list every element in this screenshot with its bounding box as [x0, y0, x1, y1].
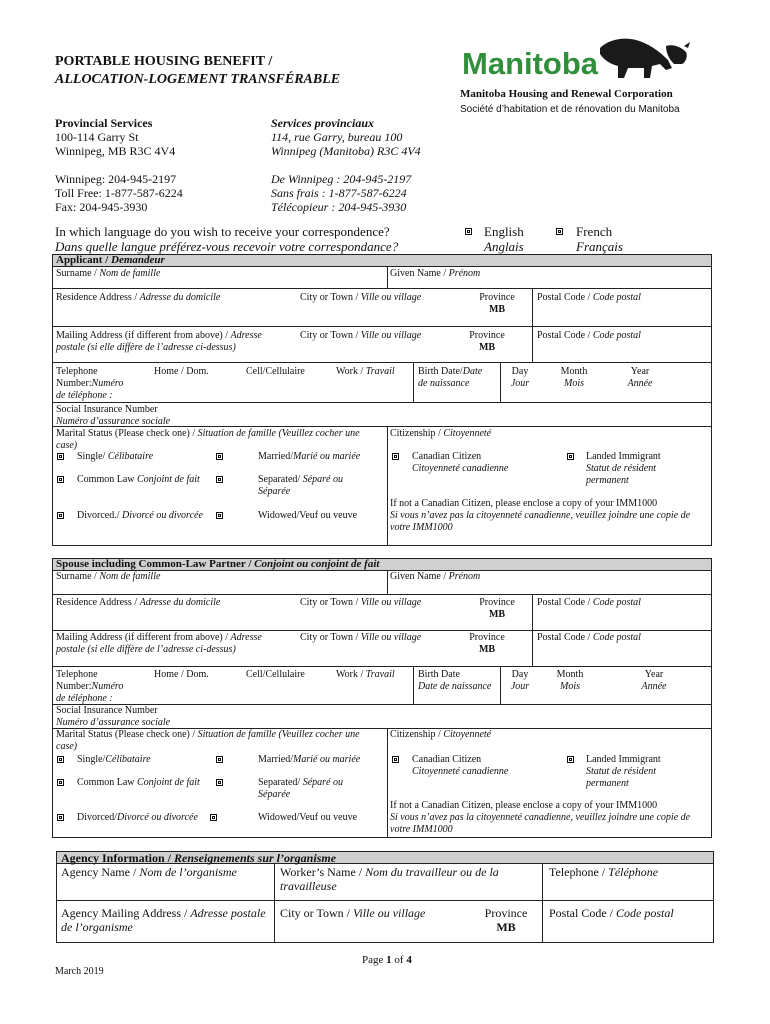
applicant-separated-label: Separated/ Séparé ou Séparée — [258, 474, 343, 497]
applicant-postal-label: Postal Code / Code postal — [537, 292, 641, 303]
applicant-telephone-label: Telephone Number:Numéro de téléphone : — [56, 366, 124, 401]
applicant-city-label: City or Town / Ville ou village — [300, 292, 422, 303]
contact-fr-address1: 114, rue Garry, bureau 100 — [271, 130, 403, 144]
applicant-cell-label: Cell/Cellulaire — [246, 366, 305, 377]
spouse-postal-label: Postal Code / Code postal — [537, 597, 641, 608]
spouse-home-label: Home / Dom. — [154, 669, 209, 680]
spouse-canadian-checkbox[interactable] — [392, 756, 399, 763]
applicant-marital-label: Marital Status (Please check one) / Situation de famille (Veuillez cocher une case) — [56, 428, 360, 451]
spouse-telephone-label: Telephone Number:Numéro de téléphone : — [56, 669, 124, 704]
agency-province-label: Province MB — [484, 906, 528, 934]
contact-fr-phone: De Winnipeg : 204-945-2197 — [271, 172, 412, 186]
applicant-married-label: Married/Marié ou mariée — [258, 451, 361, 462]
applicant-single-label: Single/ Célibataire — [77, 451, 154, 462]
applicant-widowed-label: Widowed/Veuf ou veuve — [258, 510, 358, 521]
contact-en-phone: Winnipeg: 204-945-2197 — [55, 172, 177, 186]
applicant-given-name-label: Given Name / Prénom — [390, 268, 481, 279]
page-number: Page 1 of 4 — [362, 954, 412, 966]
applicant-citizenship-label: Citizenship / Citoyenneté — [390, 428, 492, 439]
spouse-separated-label: Separated/ Séparé ou Séparée — [258, 777, 343, 800]
spouse-citizenship-label: Citizenship / Citoyenneté — [390, 729, 492, 740]
applicant-mailing-city-label: City or Town / Ville ou village — [300, 330, 422, 341]
applicant-common-law-label: Common Law Conjoint de fait — [77, 474, 200, 485]
contact-fr-fax: Télécopieur : 204-945-3930 — [271, 200, 407, 214]
spouse-mailing-label: Mailing Address (if different from above) / Adresse postale (si elle diffère de l’adresse ci-dessus) — [56, 632, 262, 655]
spouse-widowed-label: Widowed/Veuf ou veuve — [258, 812, 358, 823]
applicant-widowed-checkbox[interactable] — [216, 512, 223, 519]
contact-fr — [271, 116, 421, 214]
contact-fr-address2: Winnipeg (Manitoba) R3C 4V4 — [271, 144, 421, 158]
applicant-home-label: Home / Dom. — [154, 366, 209, 377]
applicant-landed-label: Landed Immigrant Statut de résident permanent — [586, 451, 661, 486]
applicant-separated-checkbox[interactable] — [216, 476, 223, 483]
applicant-mailing-label: Mailing Address (if different from above) / Adresse postale (si elle diffère de l’adresse ci-dessus) — [56, 330, 262, 353]
language-question-en: In which language do you wish to receive your correspondence? — [55, 224, 390, 239]
logo-wordmark: Manitoba — [462, 46, 599, 81]
form-title-fr: ALLOCATION-LOGEMENT TRANSFÉRABLE — [55, 72, 341, 87]
applicant-day-label: Day Jour — [510, 366, 530, 389]
french-checkbox[interactable] — [556, 228, 563, 235]
language-question-fr: Dans quelle langue préférez-vous recevoir votre correspondance? — [55, 239, 399, 254]
manitoba-logo — [460, 34, 695, 82]
spouse-work-label: Work / Travail — [336, 669, 395, 680]
spouse-single-label: Single/Célibataire — [77, 754, 151, 765]
applicant-surname-label: Surname / Nom de famille — [56, 268, 161, 279]
spouse-birthdate-label: Birth Date Date de naissance — [418, 669, 492, 692]
agency-postal-label: Postal Code / Code postal — [549, 906, 674, 920]
applicant-month-label: Month Mois — [560, 366, 588, 389]
spouse-widowed-checkbox[interactable] — [210, 814, 217, 821]
agency-name-label: Agency Name / Nom de l’organisme — [61, 865, 237, 879]
spouse-given-name-label: Given Name / Prénom — [390, 571, 481, 582]
agency-phone-label: Telephone / Téléphone — [549, 865, 659, 879]
org-name-fr: Société d’habitation et de rénovation du Manitoba — [460, 104, 680, 115]
spouse-married-label: Married/Marié ou mariée — [258, 754, 361, 765]
applicant-canadian-checkbox[interactable] — [392, 453, 399, 460]
applicant-landed-checkbox[interactable] — [567, 453, 574, 460]
applicant-work-label: Work / Travail — [336, 366, 395, 377]
agency-city-label: City or Town / Ville ou village — [280, 906, 426, 920]
spouse-separated-checkbox[interactable] — [216, 779, 223, 786]
contact-fr-title: Services provinciaux — [271, 116, 374, 130]
applicant-sin-label: Social Insurance Number Numéro d’assurance sociale — [56, 404, 171, 427]
english-checkbox[interactable] — [465, 228, 472, 235]
applicant-heading: Applicant / Demandeur — [56, 254, 165, 266]
spouse-common-law-label: Common Law Conjoint de fait — [77, 777, 200, 788]
francais-label: Français — [576, 239, 623, 254]
applicant-mailing-province-label: Province MB — [469, 330, 505, 353]
spouse-landed-label: Landed Immigrant Statut de résident permanent — [586, 754, 661, 789]
contact-en — [55, 116, 183, 214]
spouse-surname-label: Surname / Nom de famille — [56, 571, 161, 582]
english-label: English — [484, 224, 524, 239]
spouse-mailing-postal-label: Postal Code / Code postal — [537, 632, 641, 643]
spouse-canadian-label: Canadian Citizen Citoyenneté canadienne — [412, 754, 509, 777]
spouse-province-label: Province MB — [479, 597, 515, 620]
applicant-divorced-checkbox[interactable] — [57, 512, 64, 519]
contact-en-fax: Fax: 204-945-3930 — [55, 200, 148, 214]
spouse-landed-checkbox[interactable] — [567, 756, 574, 763]
spouse-mailing-city-label: City or Town / Ville ou village — [300, 632, 422, 643]
spouse-divorced-label: Divorced/Divorcé ou divorcée — [77, 812, 198, 823]
agency-worker-label: Worker’s Name / Nom du travailleur ou de la travailleuse — [280, 865, 499, 893]
spouse-divorced-checkbox[interactable] — [57, 814, 64, 821]
spouse-imm-note: If not a Canadian Citizen, please enclose a copy of your IMM1000 Si vous n’avez pas la citoyenneté canadienne, veuillez joindre une copie de votre IMM1000 — [390, 800, 691, 835]
applicant-divorced-label: Divorced./ Divorcé ou divorcée — [77, 510, 203, 521]
form-title-en: PORTABLE HOUSING BENEFIT / — [55, 54, 273, 69]
applicant-province-label: Province MB — [479, 292, 515, 315]
spouse-year-label: Year Année — [641, 669, 667, 692]
applicant-imm-note: If not a Canadian Citizen, please enclose a copy of your IMM1000 Si vous n’avez pas la citoyenneté canadienne, veuillez joindre une copie de votre IMM1000 — [390, 498, 691, 533]
contact-en-tollfree: Toll Free: 1-877-587-6224 — [55, 186, 183, 200]
spouse-single-checkbox[interactable] — [57, 756, 64, 763]
bison-icon — [600, 39, 690, 78]
spouse-common-law-checkbox[interactable] — [57, 779, 64, 786]
applicant-mailing-postal-label: Postal Code / Code postal — [537, 330, 641, 341]
applicant-residence-label: Residence Address / Adresse du domicile — [56, 292, 221, 303]
anglais-label: Anglais — [484, 239, 524, 254]
applicant-common-law-checkbox[interactable] — [57, 476, 64, 483]
spouse-residence-label: Residence Address / Adresse du domicile — [56, 597, 221, 608]
applicant-canadian-label: Canadian Citizen Citoyenneté canadienne — [412, 451, 509, 474]
spouse-cell-label: Cell/Cellulaire — [246, 669, 305, 680]
spouse-heading: Spouse including Common-Law Partner / Conjoint ou conjoint de fait — [56, 558, 380, 570]
applicant-single-checkbox[interactable] — [57, 453, 64, 460]
org-name-en: Manitoba Housing and Renewal Corporation — [460, 88, 673, 100]
contact-en-address1: 100-114 Garry St — [55, 130, 139, 144]
spouse-mailing-province-label: Province MB — [469, 632, 505, 655]
footer-date: March 2019 — [55, 966, 104, 977]
contact-fr-tollfree: Sans frais : 1-877-587-6224 — [271, 186, 407, 200]
agency-heading: Agency Information / Renseignements sur l’organisme — [61, 851, 337, 865]
applicant-married-checkbox[interactable] — [216, 453, 223, 460]
spouse-day-label: Day Jour — [510, 669, 530, 692]
spouse-marital-label: Marital Status (Please check one) / Situation de famille (Veuillez cocher une case) — [56, 729, 360, 752]
spouse-sin-label: Social Insurance Number Numéro d’assurance sociale — [56, 705, 171, 728]
applicant-year-label: Year Année — [627, 366, 653, 389]
contact-en-title: Provincial Services — [55, 116, 153, 130]
spouse-month-label: Month Mois — [556, 669, 584, 692]
contact-en-address2: Winnipeg, MB R3C 4V4 — [55, 144, 176, 158]
agency-mailing-label: Agency Mailing Address / Adresse postale de l’organisme — [61, 906, 266, 934]
spouse-married-checkbox[interactable] — [216, 756, 223, 763]
applicant-birthdate-label: Birth Date/Date de naissance — [418, 366, 483, 389]
french-label: French — [576, 224, 613, 239]
spouse-city-label: City or Town / Ville ou village — [300, 597, 422, 608]
